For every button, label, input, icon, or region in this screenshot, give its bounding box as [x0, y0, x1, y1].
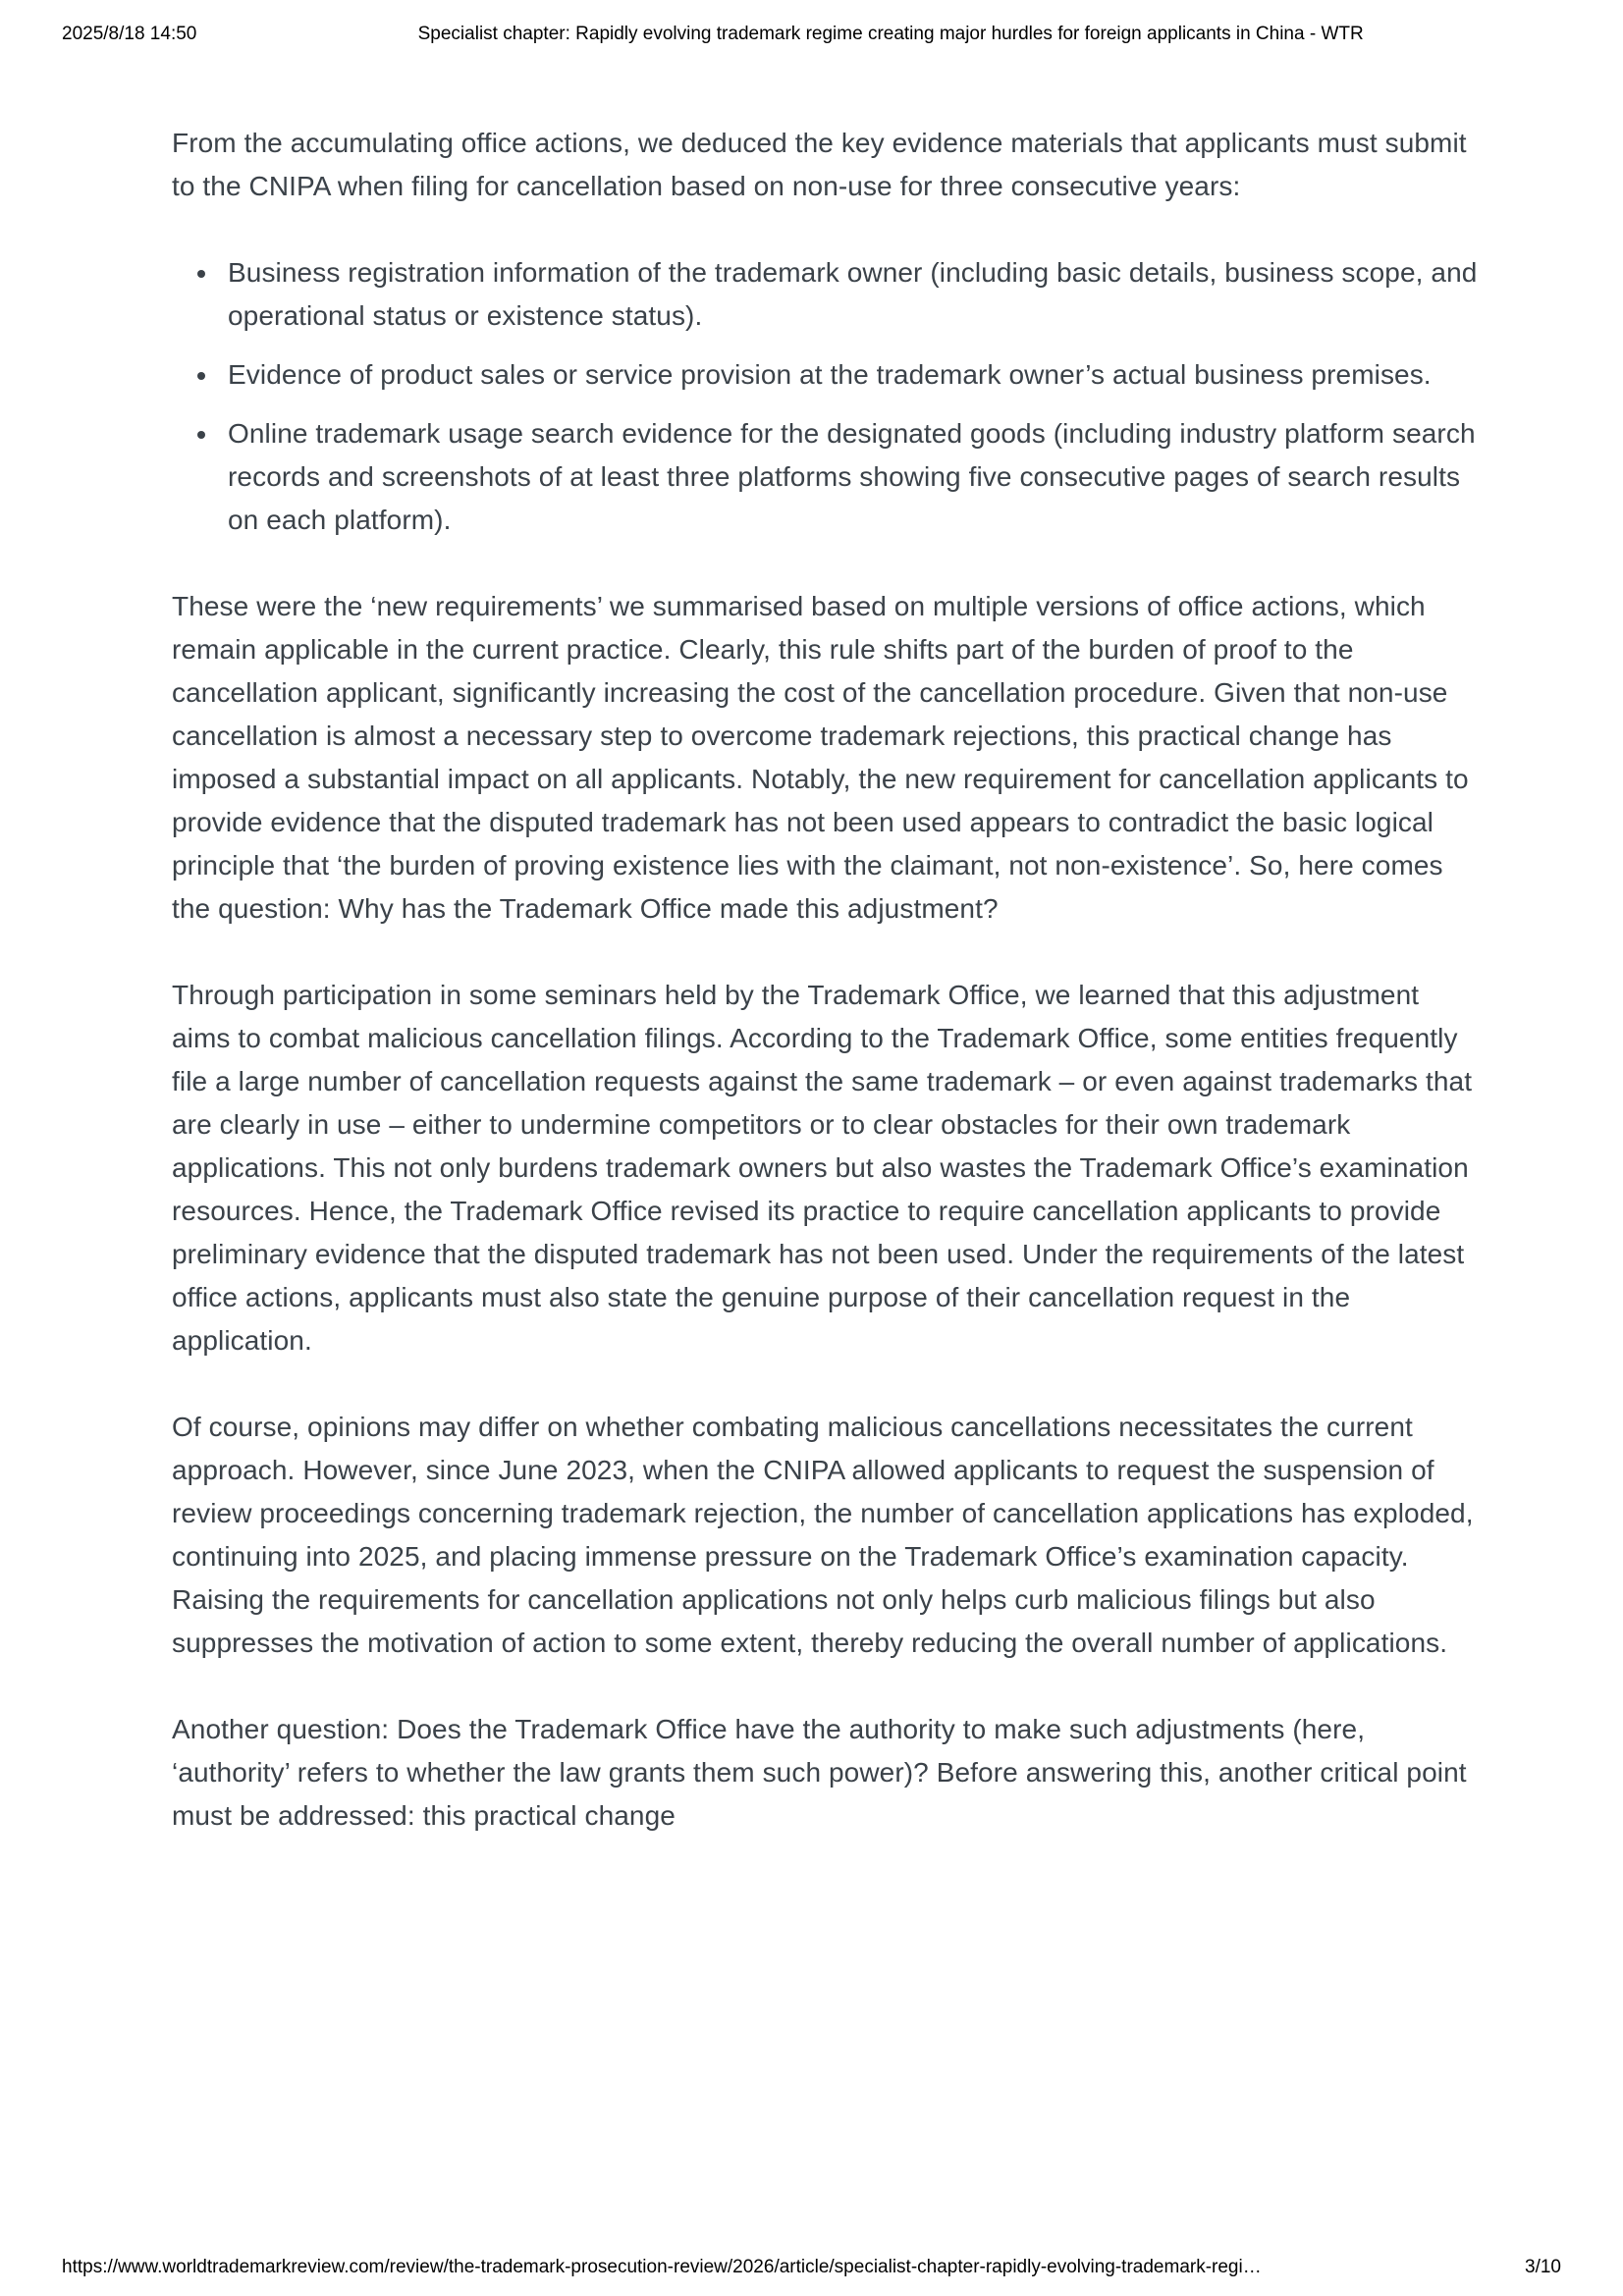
document-title: Specialist chapter: Rapidly evolving trademark regime creating major hurdles for foreign applicants in China - WTR — [417, 24, 1364, 44]
paragraph: Of course, opinions may differ on whether combating malicious cancellations necessitates the current approach. However, since June 2023, when the CNIPA allowed applicants to request the suspension of review proceedings concerning trademark rejection, the number of cancellation applications has exploded, continuing into 2025, and placing immense pressure on the Trademark Office’s examination capacity. Raising the requirements for cancellation applications not only helps curb malicious filings but also suppresses the motivation of action to some extent, thereby reducing the overall number of applications. — [172, 1412, 1474, 1658]
source-url: https://www.worldtrademarkreview.com/review/the-trademark-prosecution-review/2026/article/specialist-chapter-rapidly-evolving-trademark-regi… — [62, 2257, 1262, 2277]
print-footer — [62, 2257, 1561, 2278]
paragraph: Through participation in some seminars held by the Trademark Office, we learned that this adjustment aims to combat malicious cancellation filings. According to the Trademark Office, some entities frequently file a large number of cancellation requests against the same trademark – or even against trademarks that are clearly in use – either to undermine competitors or to clear obstacles for their own trademark applications. This not only burdens trademark owners but also wastes the Trademark Office’s examination resources. Hence, the Trademark Office revised its practice to require cancellation applicants to provide preliminary evidence that the disputed trademark has not been used. Under the requirements of the latest office actions, applicants must also state the genuine purpose of their cancellation request in the application. — [172, 980, 1473, 1356]
paragraph: These were the ‘new requirements’ we summarised based on multiple versions of office actions, which remain applicable in the current practice. Clearly, this rule shifts part of the burden of proof to the cancellation applicant, significantly increasing the cost of the cancellation procedure. Given that non-use cancellation is almost a necessary step to overcome trademark rejections, this practical change has imposed a substantial impact on all applicants. Notably, the new requirement for cancellation applicants to provide evidence that the disputed trademark has not been used appears to contradict the basic logical principle that ‘the burden of proving existence lies with the claimant, not non-existence’. So, here comes the question: Why has the Trademark Office made this adjustment? — [172, 591, 1469, 924]
print-header — [62, 24, 1561, 45]
list-item: • Evidence of product sales or service provision at the trademark owner’s actual business premises. — [220, 353, 1480, 397]
list-item: • Online trademark usage search evidence for the designated goods (including industry platform search records and screenshots of at least three platforms showing five consecutive pages of search results on each platform). — [220, 412, 1480, 542]
intro-paragraph: From the accumulating office actions, we deduced the key evidence materials that applicants must submit to the CNIPA when filing for cancellation based on non-use for three consecutive years: — [172, 128, 1467, 201]
article-body — [172, 122, 1480, 1881]
page-indicator: 3/10 — [1525, 2257, 1561, 2277]
list-item: • Business registration information of the trademark owner (including basic details, business scope, and operational status or existence status). — [220, 251, 1480, 338]
evidence-list — [172, 251, 1480, 542]
print-datetime: 2025/8/18 14:50 — [62, 24, 197, 44]
paragraph: Another question: Does the Trademark Office have the authority to make such adjustments (here, ‘authority’ refers to whether the law grants them such power)? Before answering this, another critical point must be addressed: this practical change — [172, 1714, 1467, 1831]
